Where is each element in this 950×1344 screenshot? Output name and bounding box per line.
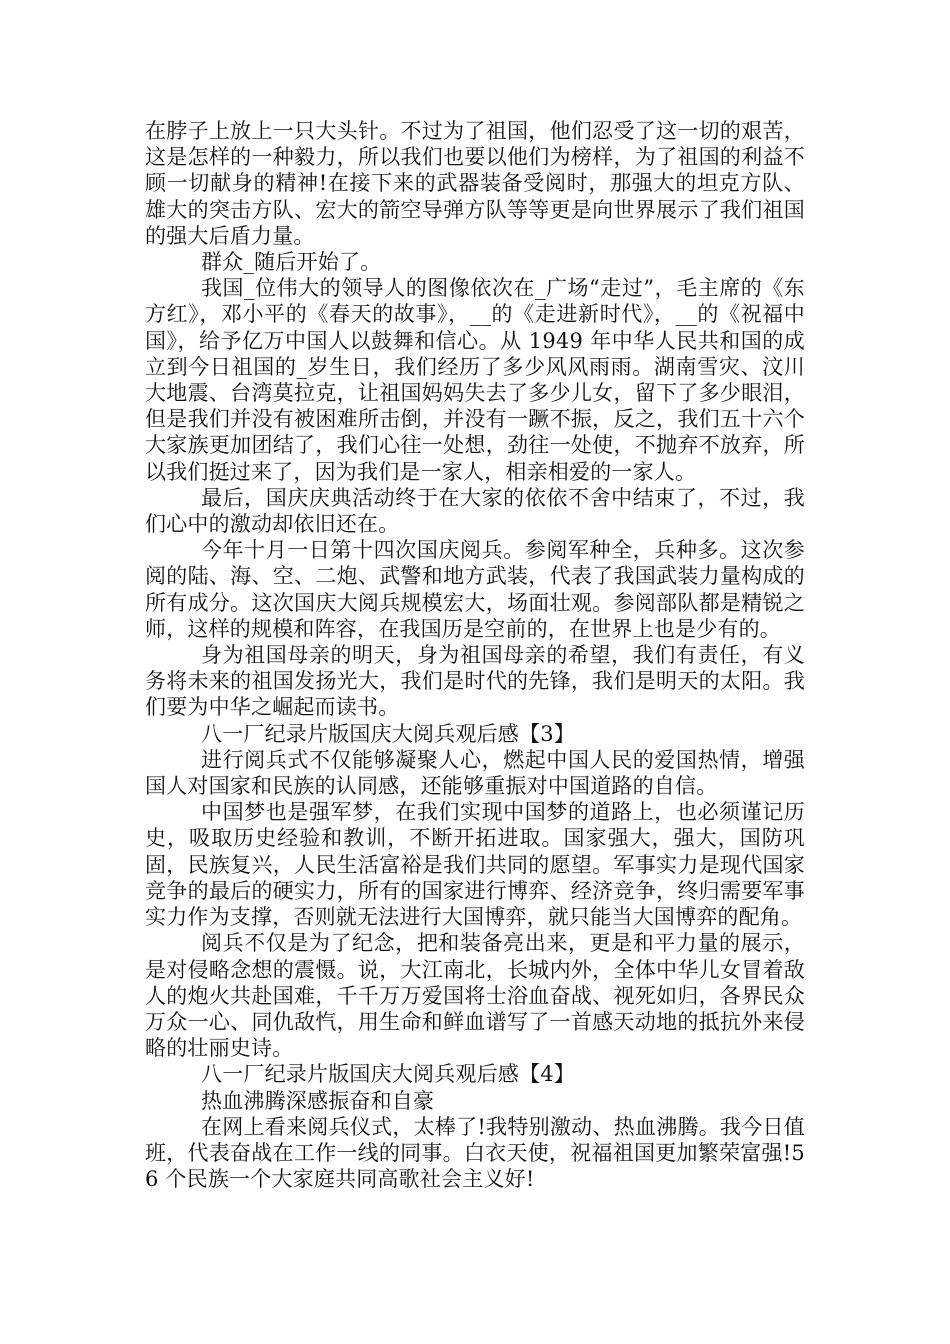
paragraph-2: 群众_随后开始了。 — [201, 250, 382, 275]
paragraph-8: 中国梦也是强军梦，在我们实现中国梦的道路上，也必须谨记历史，吸取历史经验和教训，不断开拓进取。国家强大，强大，国防巩固，民族复兴，人民生活富裕是我们共同的愿望。军事实力是现代国家竞争的最后的硬实力，所有的国家进行博弈、经济竞争，终归需要军事实力作为支撑，否则就无法进行大国博弈，就只能当大国博弈的配角。 — [145, 800, 805, 930]
paragraph-7: 进行阅兵式不仅能够凝聚人心，燃起中国人民的爱国热情，增强国人对国家和民族的认同感，还能够重振对中国道路的自信。 — [145, 747, 805, 799]
section-heading-4: 八一厂纪录片版国庆大阅兵观后感【4】 — [201, 1062, 575, 1087]
paragraph-6: 身为祖国母亲的明天，身为祖国母亲的希望，我们有责任，有义务将未来的祖国发扬光大，我们是时代的先锋，我们是明天的太阳。我们要为中华之崛起而读书。 — [145, 643, 805, 720]
paragraph-9: 阅兵不仅是为了纪念，把和装备亮出来，更是和平力量的展示，是对侵略念想的震慑。说，大江南北，长城内外，全体中华儿女冒着敌人的炮火共赴国难，千千万万爱国将士浴血奋战、视死如归，各界民众万众一心、同仇敌忾，用生命和鲜血谱写了一首感天动地的抵抗外来侵略的壮丽史诗。 — [145, 931, 805, 1061]
subheading: 热血沸腾深感振奋和自豪 — [201, 1088, 435, 1113]
paragraph-1: 在脖子上放上一只大头针。不过为了祖国，他们忍受了这一切的艰苦，这是怎样的一种毅力，所以我们也要以他们为榜样，为了祖国的利益不顾一切献身的精神!在接下来的武器装备受阅时，那强大的坦克方队、雄大的突击方队、宏大的箭空导弹方队等等更是向世界展示了我们祖国的强大后盾力量。 — [145, 119, 805, 248]
document-body — [145, 118, 805, 1192]
paragraph-5: 今年十月一日第十四次国庆阅兵。参阅军种全，兵种多。这次参阅的陆、海、空、二炮、武警和地方武装，代表了我国武装力量构成的所有成分。这次国庆大阅兵规模宏大，场面壮观。参阅部队都是精锐之师，这样的规模和阵容，在我国历是空前的，在世界上也是少有的。 — [145, 538, 805, 641]
paragraph-3: 我国_位伟大的领导人的图像依次在_广场“走过”，毛主席的《东方红》，邓小平的《春天的故事》，__的《走进新时代》，__的《祝福中国》，给予亿万中国人以鼓舞和信心。从 1949 年中华人民共和国的成立到今日祖国的_岁生日，我们经历了多少风风雨雨。湖南雪灾、汶川大地震、台湾莫拉克，让祖国妈妈失去了多少儿女，留下了多少眼泪，但是我们并没有被困难所击倒，并没有一蹶不振，反之，我们五十六个大家族更加团结了，我们心往一处想，劲往一处使，不抛弃不放弃，所以我们挺过来了，因为我们是一家人，相亲相爱的一家人。 — [145, 276, 805, 484]
paragraph-10: 在网上看来阅兵仪式，太棒了!我特别激动、热血沸腾。我今日值班，代表奋战在工作一线的同事。白衣天使，祝福祖国更加繁荣富强!56 个民族一个大家庭共同高歌社会主义好! — [145, 1114, 805, 1192]
section-heading-3: 八一厂纪录片版国庆大阅兵观后感【3】 — [201, 721, 575, 746]
paragraph-4: 最后，国庆庆典活动终于在大家的依依不舍中结束了，不过，我们心中的激动却依旧还在。 — [145, 485, 805, 537]
